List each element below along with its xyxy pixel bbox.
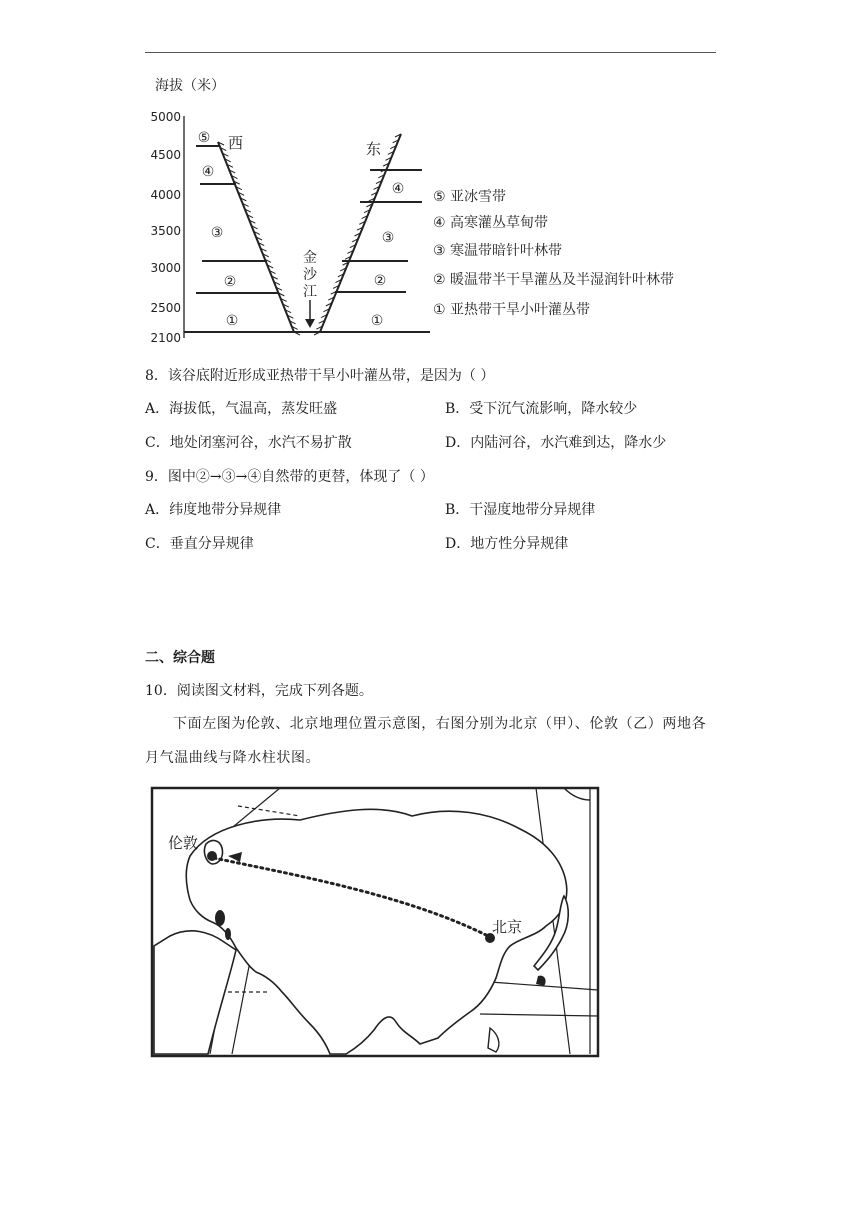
beijing-label: 北京	[492, 918, 523, 936]
london-beijing-map	[150, 786, 602, 1058]
section-title: 二、综合题	[145, 650, 215, 666]
tick-3000: 3000	[150, 261, 181, 275]
zone-mark-west-5: ⑤	[197, 130, 211, 146]
legend-item-4: ④ 高寒灌丛草甸带	[433, 215, 549, 231]
q8-option-d[interactable]: D．内陆河谷，水汽难到达，降水少	[445, 435, 667, 451]
london-label: 伦敦	[168, 834, 199, 852]
zone-mark-east-3: ③	[381, 230, 395, 246]
west-label: 西	[228, 134, 244, 152]
river-char-1: 金	[303, 250, 317, 266]
vertical-zonation-figure	[140, 72, 720, 347]
q10-paragraph-text: 下面左图为伦敦、北京地理位置示意图，右图分别为北京（甲）、伦敦（乙）两地各月气温曲线与降水柱状图。	[145, 716, 707, 766]
q8-option-a[interactable]: A．海拔低，气温高，蒸发旺盛	[145, 401, 338, 417]
q10-stem: 10．阅读图文材料，完成下列各题。	[145, 683, 373, 699]
zone-mark-west-1: ①	[225, 313, 239, 329]
tick-2500: 2500	[150, 301, 181, 315]
legend-item-5: ⑤ 亚冰雪带	[433, 189, 507, 205]
q8-stem: 8．该谷底附近形成亚热带干旱小叶灌丛带，是因为（ ）	[145, 368, 495, 384]
zone-mark-east-2: ②	[373, 273, 387, 289]
east-label: 东	[366, 140, 382, 158]
q8-option-c[interactable]: C．地处闭塞河谷，水汽不易扩散	[145, 435, 352, 451]
tick-4000: 4000	[150, 188, 181, 202]
y-axis-title: 海拔（米）	[155, 78, 225, 94]
q9-option-a[interactable]: A．纬度地带分异规律	[145, 502, 282, 518]
q9-option-c[interactable]: C．垂直分异规律	[145, 536, 254, 552]
tick-3500: 3500	[150, 224, 181, 238]
q9-option-d[interactable]: D．地方性分异规律	[445, 536, 569, 552]
q8-option-b[interactable]: B．受下沉气流影响，降水较少	[445, 401, 638, 417]
top-rule	[145, 52, 716, 53]
legend-item-1: ① 亚热带干旱小叶灌丛带	[433, 302, 591, 318]
river-char-3: 江	[303, 284, 317, 300]
q9-option-b[interactable]: B．干湿度地带分异规律	[445, 502, 596, 518]
zone-mark-east-4: ④	[391, 181, 405, 197]
q10-paragraph	[145, 707, 720, 775]
tick-4500: 4500	[150, 148, 181, 162]
tick-5000: 5000	[150, 110, 181, 124]
q9-stem: 9．图中②→③→④自然带的更替，体现了（ ）	[145, 469, 434, 485]
river-char-2: 沙	[303, 267, 317, 283]
legend-item-2: ② 暖温带半干旱灌丛及半湿润针叶林带	[433, 272, 674, 288]
london-point	[207, 851, 217, 861]
zone-mark-west-3: ③	[210, 225, 224, 241]
legend-item-3: ③ 寒温带暗针叶林带	[433, 243, 563, 259]
tick-2100: 2100	[150, 331, 181, 345]
zone-mark-west-4: ④	[201, 164, 215, 180]
zone-mark-west-2: ②	[223, 274, 237, 290]
zone-mark-east-1: ①	[370, 313, 384, 329]
